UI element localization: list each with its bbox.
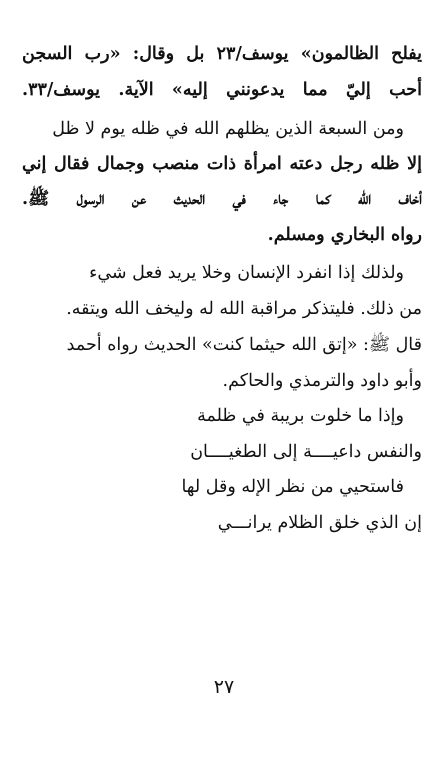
page-number: ٢٧ [213,676,235,698]
text-line-7: ولذلك إذا انفرد الإنسان وخلا يريد فعل شيء [89,263,404,283]
text-line-8: من ذلك. فليتذكر مراقبة الله له وليخف الله ويتقه. [66,299,422,319]
text-line-6: رواه البخاري ومسلم. [267,225,422,245]
verse-line-3: فاستحيي من نظر الإله وقل لها [181,477,404,497]
verse-line-2: والنفس داعيــــة إلى الطغيــــان [190,442,422,462]
verse-line-4: إن الذي خلق الظلام يرانـــي [217,513,422,533]
text-line-5: أخاف الله كما جاء في الحديث عن الرسول ﷺ. [22,189,422,209]
text-line-3: ومن السبعة الذين يظلهم الله في ظله يوم لا ظل [52,119,404,139]
text-line-9: قال ﷺ: «إتق الله حيثما كنت» الحديث رواه أحمد [66,335,422,355]
text-line-2: أحب إليّ مما يدعونني إليه» الآية. يوسف/٣٣. [22,80,422,100]
text-line-1: يفلح الظالمون» يوسف/٢٣ بل وقال: «رب السجن [22,44,422,64]
verse-line-1: وإذا ما خلوت بريبة في ظلمة [197,406,404,426]
text-line-10: وأبو داود والترمذي والحاكم. [222,371,422,391]
text-line-4: إلا ظله رجل دعته امرأة ذات منصب وجمال فقال إني [22,154,422,174]
